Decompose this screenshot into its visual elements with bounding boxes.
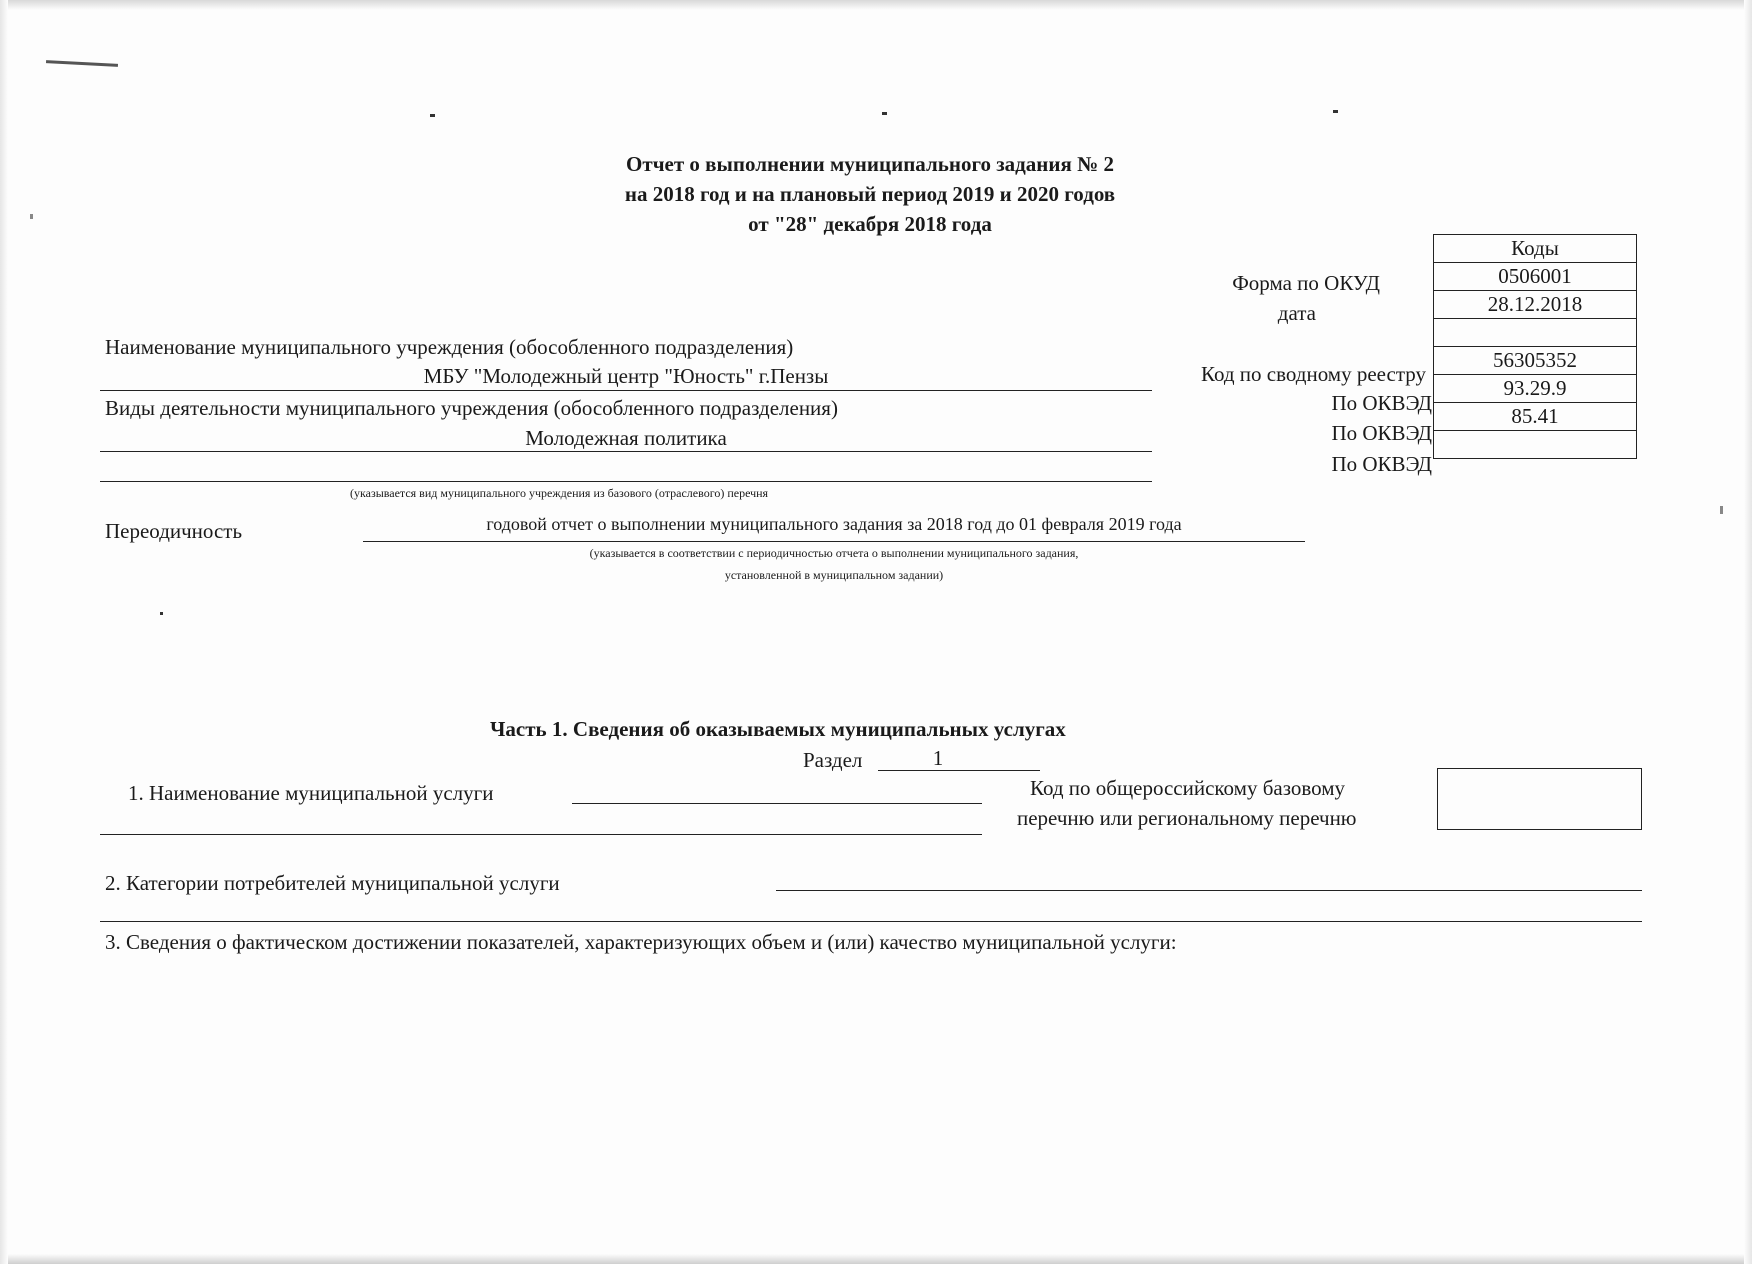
- okved2-value: 85.41: [1434, 403, 1637, 431]
- periodicity-value: годовой отчет о выполнении муниципального задания за 2018 год до 01 февраля 2019 года: [486, 514, 1182, 534]
- consumers-underline: [776, 890, 1642, 891]
- scan-edge-top: [0, 0, 1752, 10]
- codes-header: Коды: [1434, 235, 1637, 263]
- scan-edge-right: [1744, 0, 1752, 1264]
- institution-underline: [100, 390, 1152, 391]
- section-number: 1: [932, 746, 944, 770]
- activity-value: Молодежная политика: [525, 426, 727, 450]
- section-label: Раздел: [803, 748, 863, 772]
- scan-speck: [1333, 110, 1338, 113]
- scan-speck: [160, 612, 163, 615]
- okud-label: Форма по ОКУД: [1232, 271, 1380, 295]
- report-title-line1: Отчет о выполнении муниципального задания № 2: [626, 152, 1114, 176]
- service-name-underline-2: [100, 834, 982, 835]
- periodicity-note-line2: установленной в муниципальном задании): [724, 568, 944, 582]
- scan-speck: [882, 112, 887, 115]
- base-code-label-line1: Код по общероссийскому базовому: [1030, 776, 1346, 800]
- okved3-label: По ОКВЭД: [1331, 452, 1432, 476]
- report-title-line2: на 2018 год и на плановый период 2019 и 2020 годов: [624, 182, 1116, 206]
- empty-code-cell: [1434, 319, 1637, 347]
- report-title-line3: от "28" декабря 2018 года: [748, 212, 992, 236]
- okved2-label: По ОКВЭД: [1331, 421, 1432, 445]
- registry-value: 56305352: [1434, 347, 1637, 375]
- indicators-label: 3. Сведения о фактическом достижении показателей, характеризующих объем и (или) качество муниципальной услуги:: [105, 930, 1177, 954]
- institution-label: Наименование муниципального учреждения (обособленного подразделения): [105, 335, 794, 359]
- okved1-label: По ОКВЭД: [1331, 391, 1432, 415]
- registry-label: Код по сводному реестру: [1201, 362, 1426, 386]
- scan-edge-bottom: [0, 1254, 1752, 1264]
- scan-mark-top-left: [46, 60, 118, 67]
- periodicity-underline: [363, 541, 1305, 542]
- part1-title: Часть 1. Сведения об оказываемых муниципальных услугах: [490, 717, 1066, 741]
- scan-speck: [1720, 506, 1723, 514]
- service-name-label: 1. Наименование муниципальной услуги: [128, 781, 494, 805]
- consumers-underline-2: [100, 921, 1642, 922]
- periodicity-label: Переодичность: [105, 519, 243, 543]
- codes-table: [1433, 234, 1637, 459]
- service-name-underline: [572, 803, 982, 804]
- periodicity-note-line1: (указывается в соответствии с периодичностью отчета о выполнении муниципального задания,: [589, 546, 1079, 560]
- base-code-box: [1437, 768, 1642, 830]
- consumers-label: 2. Категории потребителей муниципальной услуги: [105, 871, 560, 895]
- date-value: 28.12.2018: [1434, 291, 1637, 319]
- date-label: дата: [1277, 301, 1316, 325]
- okved1-value: 93.29.9: [1434, 375, 1637, 403]
- section-underline: [878, 770, 1040, 771]
- activity-extra-underline: [100, 481, 1152, 482]
- activity-underline: [100, 451, 1152, 452]
- activity-label: Виды деятельности муниципального учреждения (обособленного подразделения): [105, 396, 838, 420]
- institution-value: МБУ "Молодежный центр "Юность" г.Пензы: [423, 364, 829, 388]
- activity-note: (указывается вид муниципального учреждения из базового (отраслевого) перечня: [350, 486, 769, 500]
- okved3-value: [1434, 431, 1637, 459]
- okud-value: 0506001: [1434, 263, 1637, 291]
- scan-speck: [430, 114, 435, 117]
- base-code-label-line2: перечню или региональному перечню: [1017, 806, 1357, 830]
